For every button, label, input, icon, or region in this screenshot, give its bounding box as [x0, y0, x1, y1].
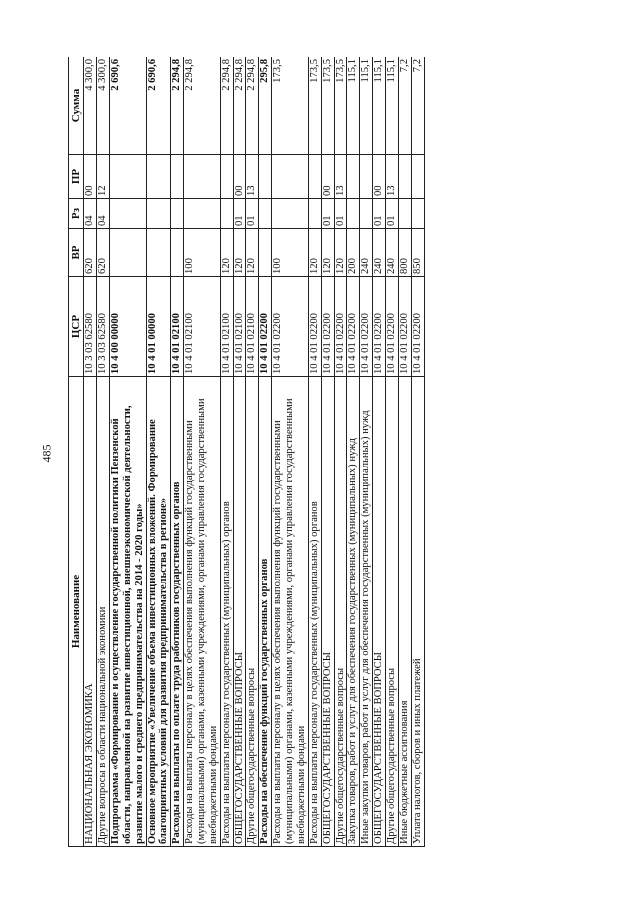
cell-rz: 01: [385, 199, 398, 229]
cell-vr: [146, 229, 171, 277]
table-body: [84, 57, 424, 847]
cell-name: Другие вопросы в области национальной экономики: [97, 377, 110, 847]
cell-vr: 620: [84, 229, 97, 277]
budget-table: [68, 57, 425, 847]
table-row: [398, 57, 411, 847]
cell-csr: 10 4 01 02100: [171, 277, 184, 377]
cell-rz: [171, 199, 184, 229]
cell-csr: 10 4 00 00000: [110, 277, 147, 377]
cell-sum: 115,1: [347, 57, 360, 155]
cell-sum: 115,1: [373, 57, 386, 155]
cell-name: Расходы на выплаты персоналу в целях обеспечения выполнения функций государственными (муниципальными) органами, казенными учреждениями, органами управления государственными внебюджетными фондами: [272, 377, 309, 847]
cell-sum: 2 294,8: [220, 57, 233, 155]
cell-vr: 120: [321, 229, 334, 277]
cell-pr: 00: [321, 155, 334, 199]
cell-vr: 120: [220, 229, 233, 277]
cell-sum: 173,5: [272, 57, 309, 155]
cell-name: Другие общегосударственные вопросы: [385, 377, 398, 847]
table-header-row: [69, 57, 84, 847]
cell-name: ОБЩЕГОСУДАРСТВЕННЫЕ ВОПРОСЫ: [233, 377, 246, 847]
cell-csr: 10 4 01 02200: [272, 277, 309, 377]
cell-vr: 120: [233, 229, 246, 277]
header-name: Наименование: [69, 377, 84, 847]
cell-name: Расходы на выплаты персоналу государственных (муниципальных) органов: [308, 377, 321, 847]
table-frame: [68, 57, 568, 847]
cell-sum: 2 690,6: [110, 57, 147, 155]
cell-csr: 10 4 01 02200: [334, 277, 347, 377]
cell-name: Другие общегосударственные вопросы: [246, 377, 259, 847]
cell-rz: [347, 199, 360, 229]
table-row: [321, 57, 334, 847]
table-row: [184, 57, 221, 847]
cell-csr: 10 3 03 62580: [97, 277, 110, 377]
cell-csr: 10 4 01 02200: [259, 277, 272, 377]
table-row: [246, 57, 259, 847]
cell-rz: 04: [84, 199, 97, 229]
cell-vr: 100: [272, 229, 309, 277]
cell-csr: 10 4 01 02200: [398, 277, 411, 377]
cell-csr: 10 4 01 02100: [233, 277, 246, 377]
cell-rz: [259, 199, 272, 229]
cell-pr: 00: [373, 155, 386, 199]
table-row: [360, 57, 373, 847]
cell-csr: 10 4 01 02200: [411, 277, 424, 377]
cell-vr: [259, 229, 272, 277]
cell-csr: 10 4 01 02200: [308, 277, 321, 377]
table-row: [84, 57, 97, 847]
cell-sum: 2 294,8: [233, 57, 246, 155]
cell-vr: 850: [411, 229, 424, 277]
header-sum: Сумма: [69, 57, 84, 155]
cell-name: Основное мероприятие «Увеличение объема инвестиционных вложений. Формирование благоприятных условий для развития предпринимательства в регионе»: [146, 377, 171, 847]
cell-pr: 13: [334, 155, 347, 199]
cell-name: Расходы на выплаты персоналу в целях обеспечения выполнения функций государственными (муниципальными) органами, казенными учреждениями, органами управления государственными внебюджетными фондами: [184, 377, 221, 847]
cell-rz: [184, 199, 221, 229]
cell-name: Иные закупки товаров, работ и услуг для обеспечения государственных (муниципальных) нужд: [360, 377, 373, 847]
cell-pr: [398, 155, 411, 199]
cell-vr: 620: [97, 229, 110, 277]
cell-sum: 115,1: [385, 57, 398, 155]
cell-pr: [308, 155, 321, 199]
cell-rz: [398, 199, 411, 229]
cell-rz: 04: [97, 199, 110, 229]
cell-rz: 01: [233, 199, 246, 229]
cell-vr: 100: [184, 229, 221, 277]
cell-pr: 00: [233, 155, 246, 199]
cell-csr: 10 4 01 02200: [360, 277, 373, 377]
table-row: [97, 57, 110, 847]
cell-csr: 10 4 01 02100: [220, 277, 233, 377]
header-vr: ВР: [69, 229, 84, 277]
cell-name: Другие общегосударственные вопросы: [334, 377, 347, 847]
cell-rz: [146, 199, 171, 229]
cell-name: Иные бюджетные ассигнования: [398, 377, 411, 847]
cell-name: Уплата налогов, сборов и иных платежей: [411, 377, 424, 847]
cell-rz: [360, 199, 373, 229]
cell-sum: 4 300,0: [84, 57, 97, 155]
table-row: [385, 57, 398, 847]
table-row: [334, 57, 347, 847]
cell-vr: 800: [398, 229, 411, 277]
cell-pr: [411, 155, 424, 199]
cell-pr: 00: [84, 155, 97, 199]
table-row: [220, 57, 233, 847]
table-row: [233, 57, 246, 847]
cell-csr: 10 4 01 02200: [385, 277, 398, 377]
cell-sum: 173,5: [308, 57, 321, 155]
cell-name: Подпрограмма «Формирование и осуществление государственной политики Пензенской области, направленной на развитие инвестиционной, внешнеэкономической деятельности, развитие малого и среднего предпринимательства на 2014 - 2020 годы»: [110, 377, 147, 847]
cell-name: ОБЩЕГОСУДАРСТВЕННЫЕ ВОПРОСЫ: [321, 377, 334, 847]
cell-pr: [259, 155, 272, 199]
cell-rz: [220, 199, 233, 229]
cell-rz: 01: [334, 199, 347, 229]
cell-csr: 10 4 01 02200: [347, 277, 360, 377]
cell-sum: 2 294,8: [246, 57, 259, 155]
cell-vr: [171, 229, 184, 277]
cell-sum: 4 300,0: [97, 57, 110, 155]
table-row: [146, 57, 171, 847]
cell-pr: [220, 155, 233, 199]
cell-pr: 12: [97, 155, 110, 199]
cell-sum: 295,8: [259, 57, 272, 155]
table-row: [110, 57, 147, 847]
cell-vr: 120: [246, 229, 259, 277]
table-row: [347, 57, 360, 847]
cell-csr: 10 4 01 02200: [373, 277, 386, 377]
cell-pr: 13: [246, 155, 259, 199]
cell-rz: [308, 199, 321, 229]
cell-name: Закупка товаров, работ и услуг для обеспечения государственных (муниципальных) нужд: [347, 377, 360, 847]
cell-vr: 240: [360, 229, 373, 277]
cell-pr: [146, 155, 171, 199]
cell-name: Расходы на обеспечение функций государственных органов: [259, 377, 272, 847]
rotated-table-container: [68, 57, 568, 847]
cell-csr: 10 3 03 62580: [84, 277, 97, 377]
cell-name: НАЦИОНАЛЬНАЯ ЭКОНОМИКА: [84, 377, 97, 847]
table-row: [373, 57, 386, 847]
cell-vr: 120: [334, 229, 347, 277]
cell-csr: 10 4 01 02200: [321, 277, 334, 377]
header-pr: ПР: [69, 155, 84, 199]
cell-pr: [272, 155, 309, 199]
header-csr: ЦСР: [69, 277, 84, 377]
cell-vr: 240: [373, 229, 386, 277]
cell-rz: [411, 199, 424, 229]
cell-pr: [171, 155, 184, 199]
cell-name: ОБЩЕГОСУДАРСТВЕННЫЕ ВОПРОСЫ: [373, 377, 386, 847]
cell-vr: 120: [308, 229, 321, 277]
cell-sum: 7,2: [398, 57, 411, 155]
cell-rz: [272, 199, 309, 229]
cell-csr: 10 4 01 02100: [184, 277, 221, 377]
cell-sum: 173,5: [334, 57, 347, 155]
cell-vr: 200: [347, 229, 360, 277]
page-number: 485: [39, 444, 54, 463]
cell-rz: 01: [321, 199, 334, 229]
cell-pr: [360, 155, 373, 199]
cell-sum: 2 294,8: [171, 57, 184, 155]
cell-sum: 2 690,6: [146, 57, 171, 155]
cell-name: Расходы на выплаты по оплате труда работников государственных органов: [171, 377, 184, 847]
cell-vr: 240: [385, 229, 398, 277]
table-row: [259, 57, 272, 847]
cell-sum: 2 294,8: [184, 57, 221, 155]
cell-sum: 115,1: [360, 57, 373, 155]
cell-pr: [110, 155, 147, 199]
cell-pr: [347, 155, 360, 199]
cell-name: Расходы на выплаты персоналу государственных (муниципальных) органов: [220, 377, 233, 847]
table-row: [272, 57, 309, 847]
cell-vr: [110, 229, 147, 277]
cell-pr: [184, 155, 221, 199]
table-row: [308, 57, 321, 847]
cell-rz: [110, 199, 147, 229]
cell-sum: 173,5: [321, 57, 334, 155]
cell-sum: 7,2: [411, 57, 424, 155]
cell-csr: 10 4 01 02100: [246, 277, 259, 377]
cell-rz: 01: [373, 199, 386, 229]
table-row: [411, 57, 424, 847]
cell-csr: 10 4 01 00000: [146, 277, 171, 377]
header-rz: Рз: [69, 199, 84, 229]
cell-pr: 13: [385, 155, 398, 199]
cell-rz: 01: [246, 199, 259, 229]
table-row: [171, 57, 184, 847]
